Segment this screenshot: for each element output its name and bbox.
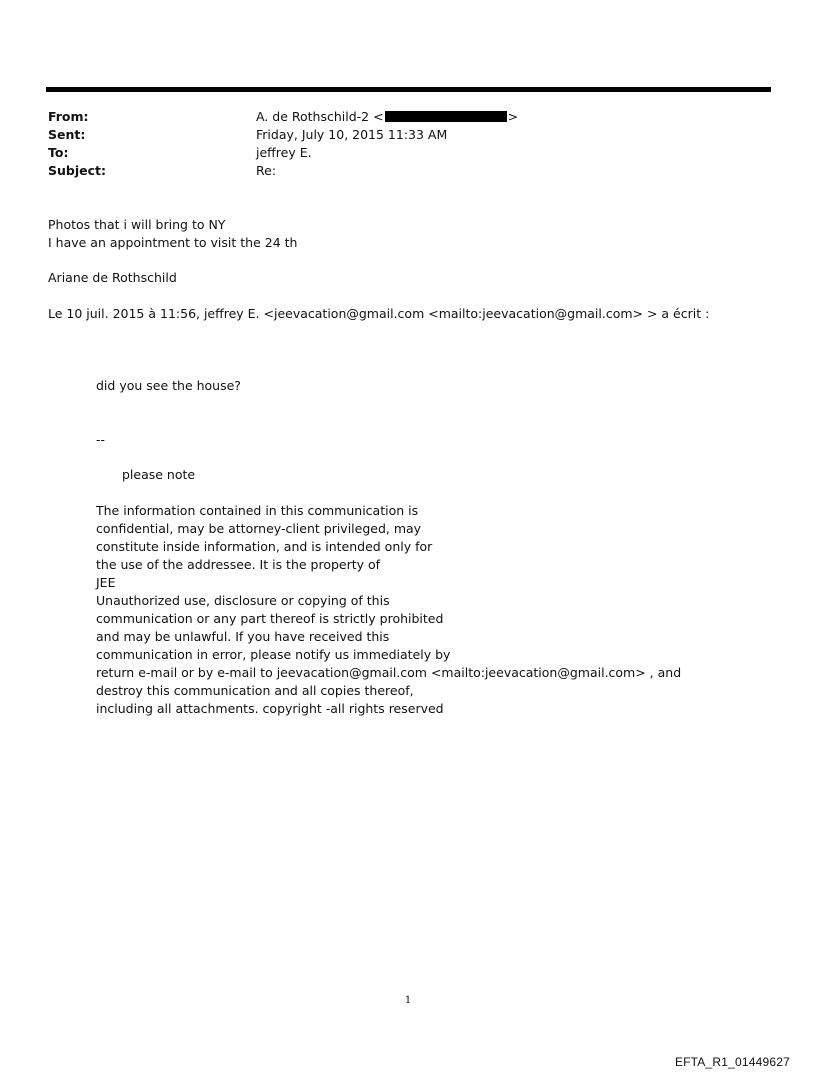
bates-number: EFTA_R1_01449627: [674, 1055, 790, 1069]
signature: Ariane de Rothschild: [48, 270, 177, 285]
page-number: 1: [404, 995, 412, 1006]
to-value: jeffrey E.: [256, 145, 312, 160]
quoted-separator: --: [96, 432, 106, 447]
disclaimer: [96, 502, 681, 718]
disclaimer-line: destroy this communication and all copies thereof,: [96, 683, 414, 698]
disclaimer-line: confidential, may be attorney-client privileged, may: [96, 521, 422, 536]
disclaimer-line: and may be unlawful. If you have received this: [96, 629, 390, 644]
disclaimer-line: Unauthorized use, disclosure or copying of this: [96, 593, 390, 608]
sent-value: Friday, July 10, 2015 11:33 AM: [256, 127, 448, 142]
from-row: [48, 108, 768, 126]
disclaimer-line: the use of the addressee. It is the property of: [96, 557, 381, 572]
disclaimer-line: communication in error, please notify us immediately by: [96, 647, 451, 662]
subject-row: [48, 162, 768, 180]
disclaimer-line: including all attachments. copyright -all rights reserved: [96, 701, 444, 716]
quote-intro: Le 10 juil. 2015 à 11:56, jeffrey E. <jeevacation@gmail.com <mailto:jeevacation@gmail.com> > a écrit :: [48, 306, 710, 321]
redaction-box: [385, 111, 507, 122]
disclaimer-line: return e-mail or by e-mail to jeevacation@gmail.com <mailto:jeevacation@gmail.com> , and: [96, 665, 682, 680]
from-label: From:: [48, 109, 89, 124]
disclaimer-line: constitute inside information, and is intended only for: [96, 539, 433, 554]
sent-label: Sent:: [48, 127, 86, 142]
to-row: [48, 144, 768, 162]
body-line-2: I have an appointment to visit the 24 th: [48, 235, 298, 250]
from-name: A. de Rothschild-2 <: [256, 109, 384, 124]
disclaimer-line: JEE: [96, 575, 116, 590]
from-suffix: >: [507, 109, 519, 124]
note-heading: please note: [122, 467, 196, 482]
subject-value: Re:: [256, 163, 277, 178]
disclaimer-line: communication or any part thereof is strictly prohibited: [96, 611, 444, 626]
body-line-1: Photos that i will bring to NY: [48, 217, 226, 232]
subject-label: Subject:: [48, 163, 106, 178]
header-divider: [46, 87, 771, 92]
quoted-question: did you see the house?: [96, 378, 241, 393]
from-value: [256, 108, 518, 126]
to-label: To:: [48, 145, 69, 160]
disclaimer-line: The information contained in this communication is: [96, 503, 419, 518]
email-header: [48, 108, 768, 180]
sent-row: [48, 126, 768, 144]
